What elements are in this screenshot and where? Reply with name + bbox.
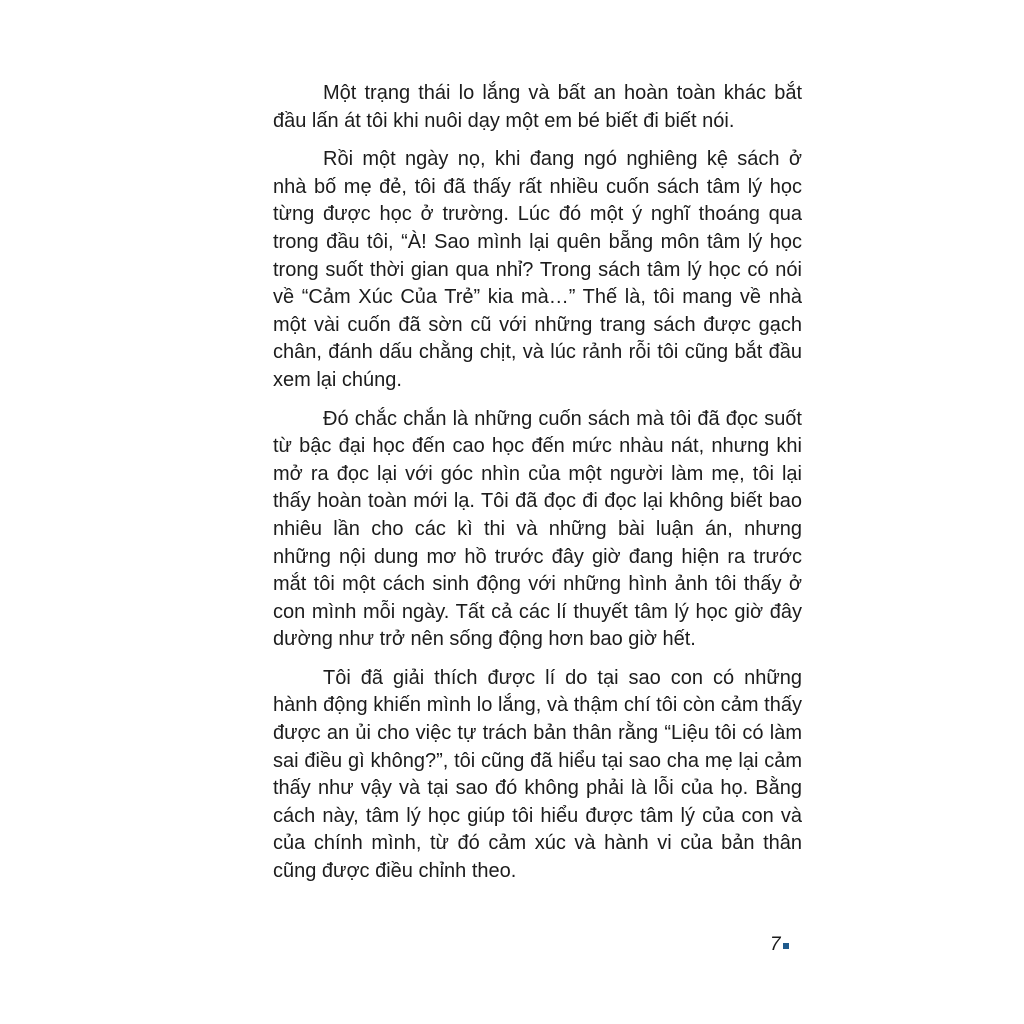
body-text [273, 80, 802, 897]
paragraph-4: Tôi đã giải thích được lí do tại sao con có những hành động khiến mình lo lắng, và thậm chí tôi còn cảm thấy được an ủi cho việc tự trách bản thân rằng “Liệu tôi có làm sai điều gì không?”, tôi cũng đã hiểu tại sao cha mẹ lại cảm thấy như vậy và tại sao đó không phải là lỗi của họ. Bằng cách này, tâm lý học giúp tôi hiểu được tâm lý của con và của chính mình, từ đó cảm xúc và hành vi của bản thân cũng được điều chỉnh theo. [273, 666, 802, 883]
page-number: 7 [770, 934, 781, 955]
page-marker-square [783, 943, 789, 949]
paragraph-1: Một trạng thái lo lắng và bất an hoàn toàn khác bắt đầu lấn át tôi khi nuôi dạy một em bé biết đi biết nói. [273, 82, 802, 132]
paragraph-3: Đó chắc chắn là những cuốn sách mà tôi đã đọc suốt từ bậc đại học đến cao học đến mức nhàu nát, nhưng khi mở ra đọc lại với góc nhìn của một người làm mẹ, tôi lại thấy hoàn toàn mới lạ. Tôi đã đọc đi đọc lại không biết bao nhiêu lần cho các kì thi và những bài luận án, nhưng những nội dung mơ hồ trước đây giờ đang hiện ra trước mắt tôi một cách sinh động với những hình ảnh tôi thấy ở con mình mỗi ngày. Tất cả các lí thuyết tâm lý học giờ đây dường như trở nên sống động hơn bao giờ hết. [273, 407, 802, 651]
paragraph-2: Rồi một ngày nọ, khi đang ngó nghiêng kệ sách ở nhà bố mẹ đẻ, tôi đã thấy rất nhiều cuốn sách tâm lý học từng được học ở trường. Lúc đó một ý nghĩ thoáng qua trong đầu tôi, “À! Sao mình lại quên bẵng môn tâm lý học trong suốt thời gian qua nhỉ? Trong sách tâm lý học có nói về “Cảm Xúc Của Trẻ” kia mà…” Thế là, tôi mang về nhà một vài cuốn đã sờn cũ với những trang sách được gạch chân, đánh dấu chằng chịt, và lúc rảnh rỗi tôi cũng bắt đầu xem lại chúng. [273, 148, 802, 391]
